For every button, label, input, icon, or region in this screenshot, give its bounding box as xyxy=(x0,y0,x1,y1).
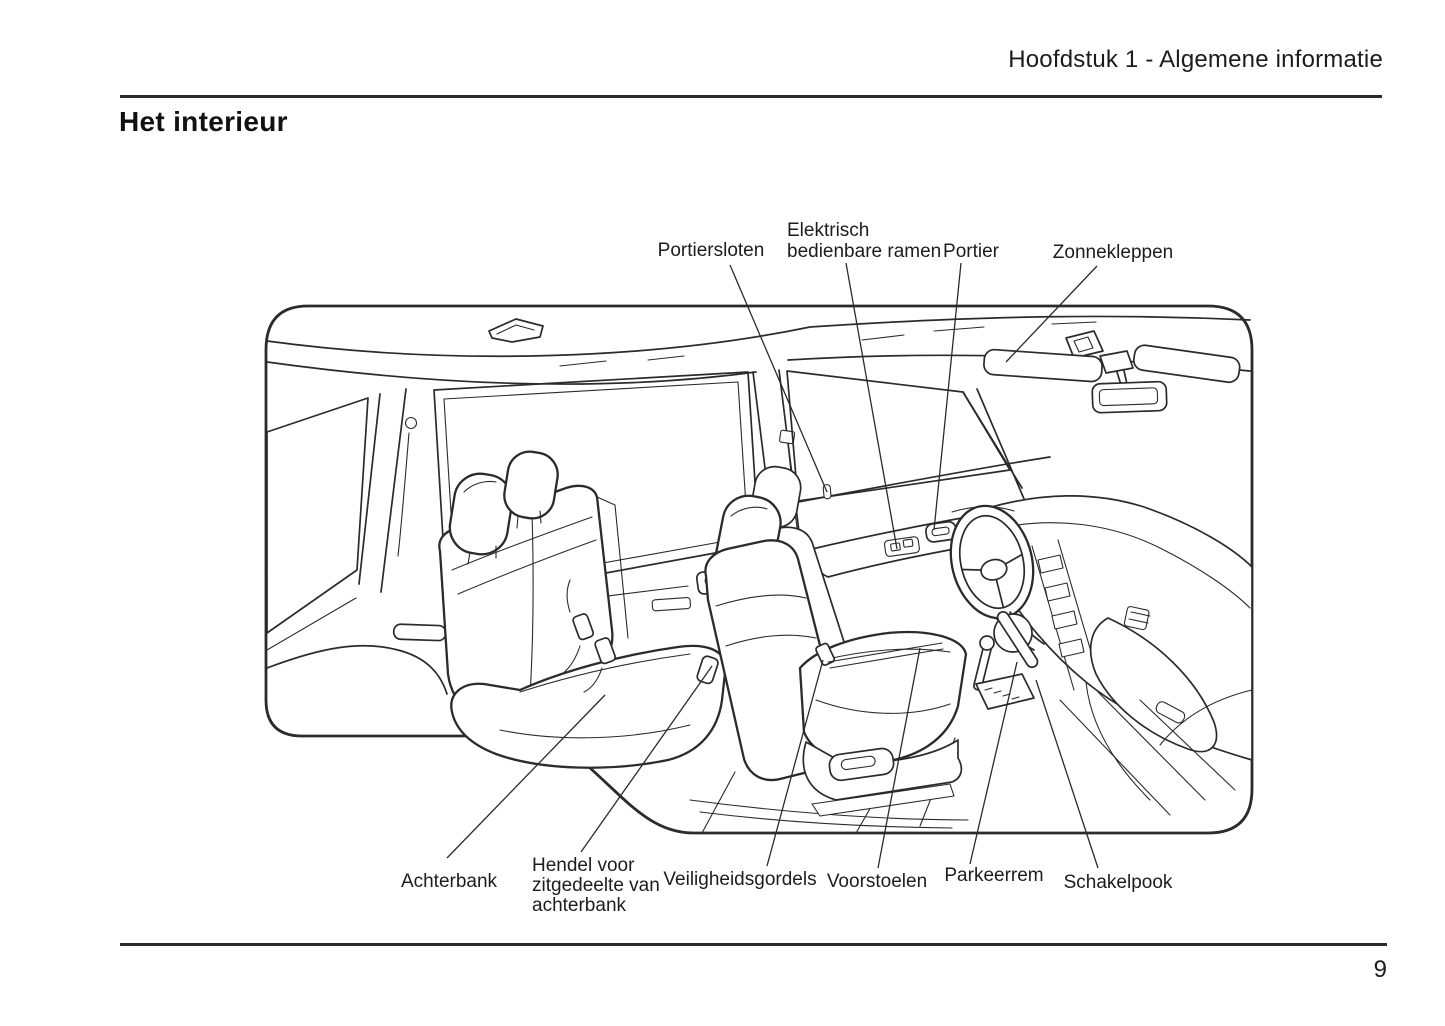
belt-anchor xyxy=(406,418,417,429)
schakelpook-leader xyxy=(1036,680,1098,868)
sun-visor-right xyxy=(1133,344,1241,384)
chapter-header: Hoofdstuk 1 - Algemene informatie xyxy=(1008,46,1383,73)
label-portiersloten: Portiersloten xyxy=(657,240,765,261)
label-hendel-line3: achterbank xyxy=(532,895,627,916)
label-schakelpook: Schakelpook xyxy=(1063,872,1173,893)
label-achterbank: Achterbank xyxy=(400,871,498,892)
sliding-door-switch xyxy=(652,597,691,611)
rear-view-mirror xyxy=(1092,381,1167,413)
gear-knob xyxy=(980,636,994,650)
label-elektrisch-line1: Elektrisch xyxy=(787,220,870,241)
footer-rule xyxy=(120,943,1387,946)
label-elektrisch-line2: bedienbare ramen xyxy=(787,241,942,262)
shift-gate xyxy=(976,674,1034,709)
overhead-console xyxy=(1066,331,1103,358)
dome-light xyxy=(489,319,543,342)
label-parkeerrem: Parkeerrem xyxy=(944,865,1044,886)
front-door-window xyxy=(787,371,1010,501)
label-portier: Portier xyxy=(943,241,999,262)
door-step-handle xyxy=(393,624,445,641)
portier-leader xyxy=(934,263,961,530)
label-voorstoelen: Voorstoelen xyxy=(826,871,928,892)
label-zonnekleppen: Zonnekleppen xyxy=(1052,242,1174,263)
portiersloten-leader xyxy=(730,265,827,492)
label-hendel-line1: Hendel voor xyxy=(532,855,635,876)
page-title: Het interieur xyxy=(119,106,288,137)
label-veiligheidsgordels: Veiligheidsgordels xyxy=(663,869,817,890)
page-number: 9 xyxy=(1373,956,1387,983)
dash-vent xyxy=(1124,606,1150,630)
label-hendel-line2: zitgedeelte van xyxy=(532,875,660,896)
quarter-window xyxy=(267,398,368,633)
mirror-bracket xyxy=(1100,351,1133,373)
